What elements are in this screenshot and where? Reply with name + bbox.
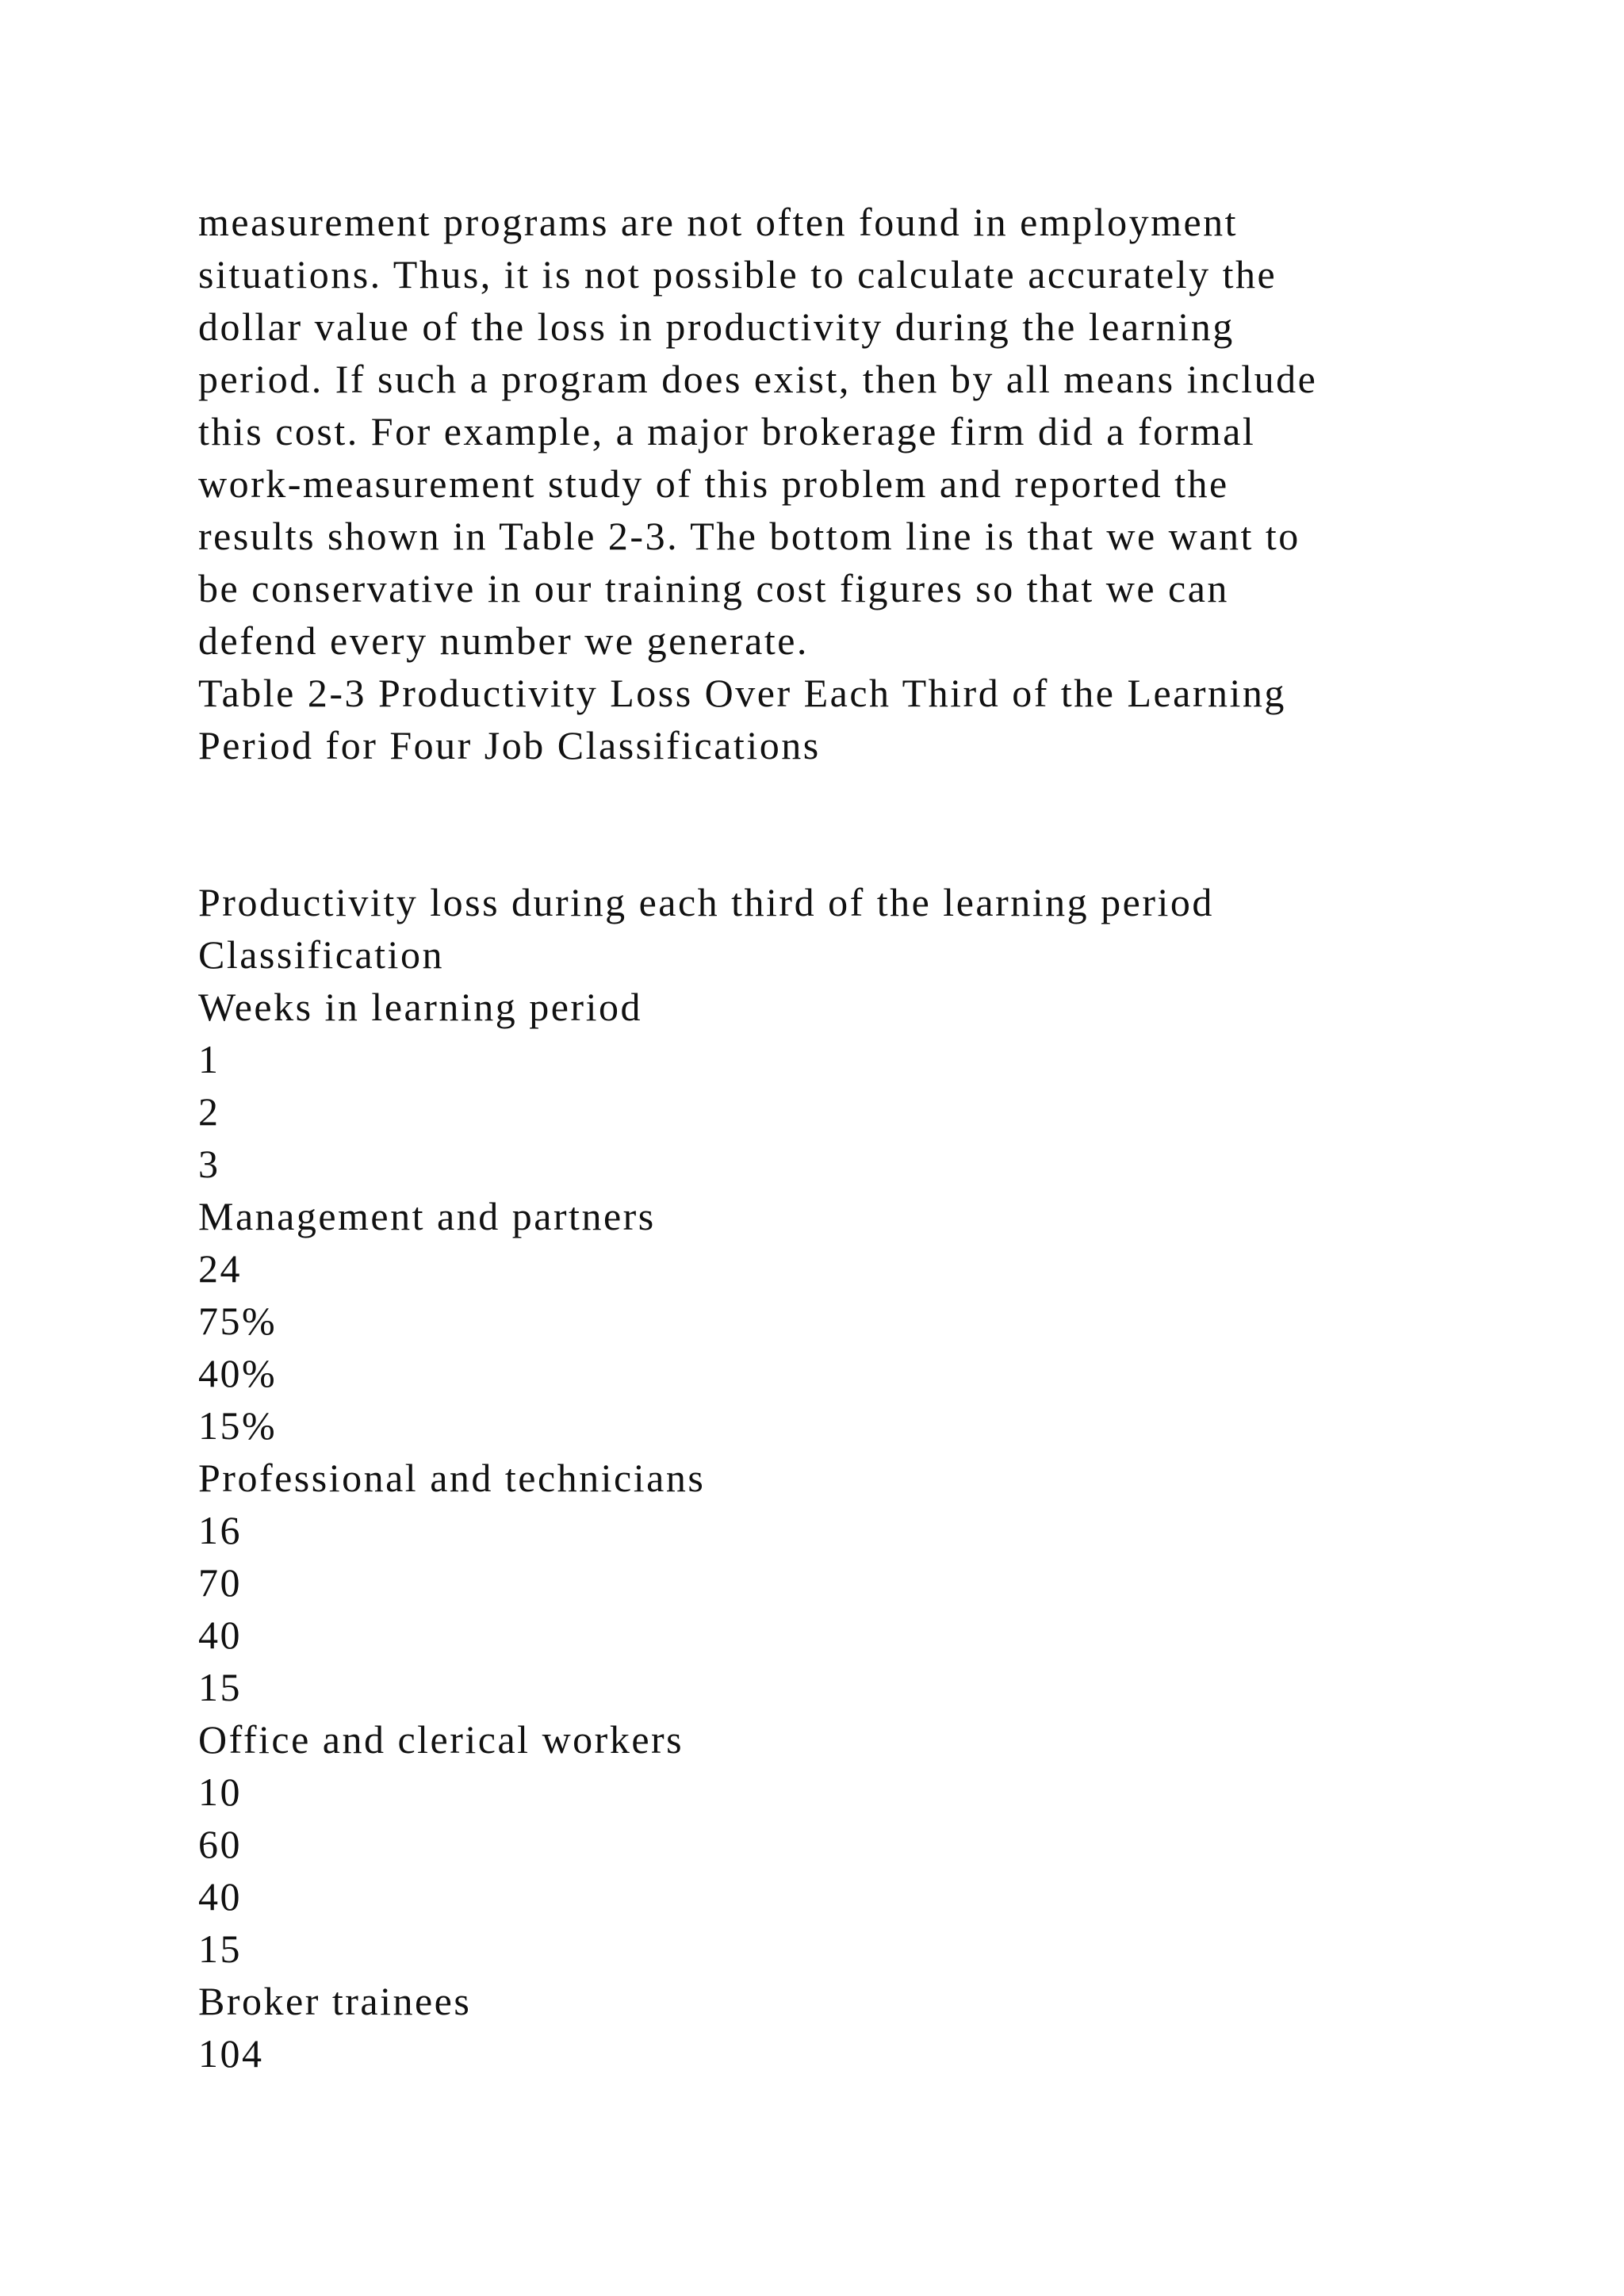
table-row [198,1713,1467,1975]
cell-weeks: 104 [198,2031,264,2076]
cell-third-1: 70 [198,1560,242,1605]
paragraph-line: situations. Thus, it is not possible to calculate accurately the [198,252,1277,297]
body-paragraph [198,196,1467,667]
paragraph-line: defend every number we generate. [198,618,809,663]
paragraph-line: results shown in Table 2-3. The bottom line is that we want to [198,514,1300,558]
caption-line: Period for Four Job Classifications [198,723,821,767]
caption-line: Table 2-3 Productivity Loss Over Each Third of the Learning [198,671,1286,715]
cell-third-3: 15% [198,1403,278,1448]
column-header-classification: Classification [198,932,444,977]
paragraph-line: period. If such a program does exist, then by all means include [198,357,1318,401]
spacer [198,824,1467,876]
cell-third-2: 40 [198,1874,242,1919]
cell-third-1: 60 [198,1822,242,1866]
table-spanning-header: Productivity loss during each third of the learning period [198,880,1214,924]
cell-third-3: 15 [198,1665,242,1709]
cell-third-2: 40% [198,1351,278,1395]
cell-weeks: 24 [198,1246,242,1291]
cell-weeks: 16 [198,1508,242,1552]
cell-classification: Professional and technicians [198,1456,706,1500]
table-row [198,1975,1467,2080]
paragraph-line: this cost. For example, a major brokerage firm did a formal [198,409,1256,453]
cell-third-2: 40 [198,1613,242,1657]
cell-classification: Management and partners [198,1194,656,1238]
document-page [198,196,1467,2080]
paragraph-line: measurement programs are not often found in employment [198,200,1239,244]
cell-third-1: 75% [198,1299,278,1343]
cell-classification: Office and clerical workers [198,1717,684,1762]
column-header-third-3: 3 [198,1142,220,1186]
table-caption [198,667,1467,771]
paragraph-line: work-measurement study of this problem and reported the [198,461,1229,506]
column-header-weeks: Weeks in learning period [198,985,642,1029]
column-header-third-1: 1 [198,1037,220,1081]
productivity-loss-table [198,876,1467,2080]
cell-weeks: 10 [198,1770,242,1814]
column-header-third-2: 2 [198,1089,220,1134]
paragraph-line: dollar value of the loss in productivity during the learning [198,304,1235,349]
cell-third-3: 15 [198,1927,242,1971]
cell-classification: Broker trainees [198,1979,472,2023]
table-row [198,1190,1467,1452]
spacer [198,771,1467,824]
table-row [198,1452,1467,1713]
paragraph-line: be conservative in our training cost figures so that we can [198,566,1229,610]
